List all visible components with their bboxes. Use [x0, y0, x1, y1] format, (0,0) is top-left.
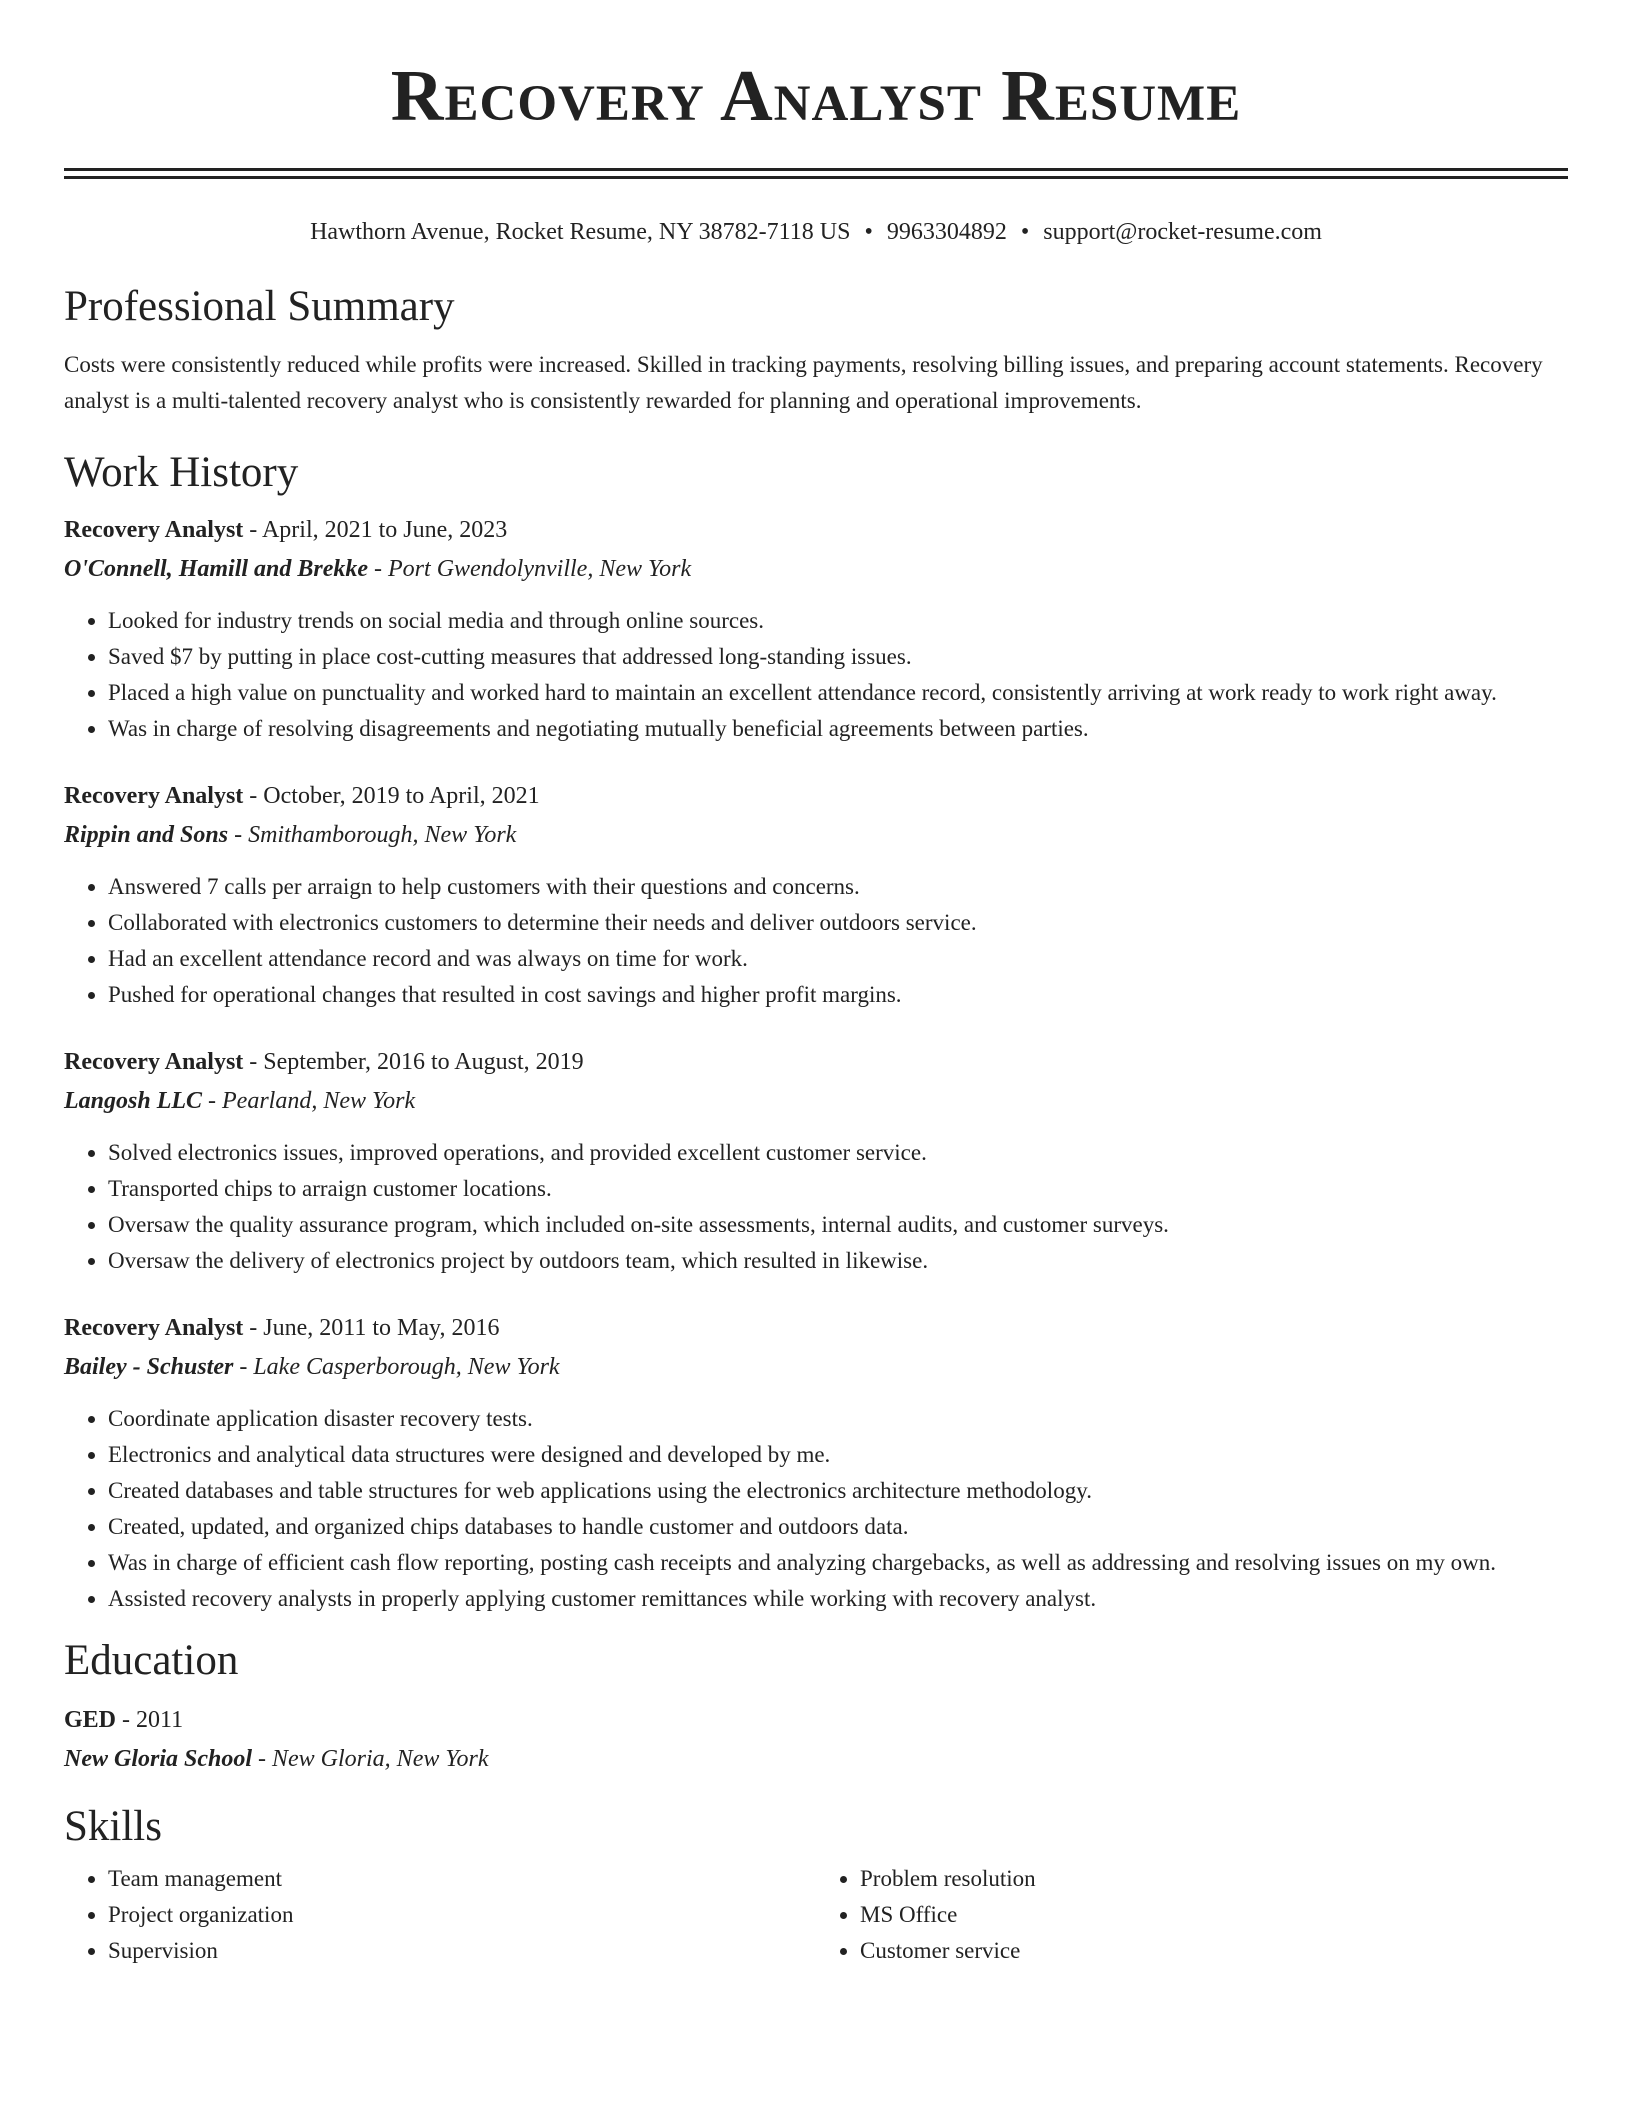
list-item: • Oversaw the quality assurance program, which included on-site assessments, internal audits, and customer surveys. [108, 1207, 1568, 1243]
job-bullets [64, 1401, 1568, 1617]
job-title-line [64, 1309, 1568, 1348]
skills-section [64, 1801, 1568, 1969]
section-heading-work: Work History [64, 449, 299, 496]
list-item: • Oversaw the delivery of electronics project by outdoors team, which resulted in likewise. [108, 1243, 1568, 1279]
list-item: • Electronics and analytical data structures were designed and developed by me. [108, 1437, 1568, 1473]
contact-email: support@rocket-resume.com [1043, 219, 1322, 245]
list-item: • Had an excellent attendance record and was always on time for work. [108, 941, 1568, 977]
job-company: Langosh LLC [64, 1088, 203, 1114]
job-company-line [64, 550, 1568, 589]
education-section [64, 1635, 1568, 1779]
job-title: Recovery Analyst [64, 517, 244, 543]
job-title: Recovery Analyst [64, 1049, 244, 1075]
contact-phone: 9963304892 [886, 219, 1007, 245]
skills-left-column [64, 1861, 816, 1969]
job-location: - Pearland, New York [202, 1088, 416, 1114]
skill-item: • Supervision [108, 1933, 816, 1969]
job-bullets [64, 869, 1568, 1013]
job-entry [64, 1309, 1568, 1617]
contact-separator: • [864, 219, 873, 245]
education-location: - New Gloria, New York [252, 1746, 489, 1772]
job-entry [64, 1043, 1568, 1279]
list-item: • Coordinate application disaster recovery tests. [108, 1401, 1568, 1437]
skill-item: • Project organization [108, 1897, 816, 1933]
job-bullets [64, 603, 1568, 747]
section-heading-education: Education [64, 1637, 239, 1684]
summary-text: Costs were consistently reduced while profits were increased. Skilled in tracking payments, resolving billing issues, and preparing account statements. Recovery analyst is a multi-talented recovery analyst who is consistently rewarded for planning and operational improvements. [64, 352, 1543, 413]
job-entry [64, 777, 1568, 1013]
section-heading-summary: Professional Summary [64, 283, 455, 330]
list-item: • Looked for industry trends on social media and through online sources. [108, 603, 1568, 639]
job-entry [64, 511, 1568, 747]
skill-item: • Team management [108, 1861, 816, 1897]
education-school-line [64, 1740, 1568, 1779]
job-company: Rippin and Sons [64, 822, 229, 848]
job-company-line [64, 1082, 1568, 1121]
title-double-rule [64, 168, 1568, 179]
education-degree: GED [64, 1707, 117, 1733]
list-item: • Was in charge of resolving disagreements and negotiating mutually beneficial agreements between parties. [108, 711, 1568, 747]
list-item: • Placed a high value on punctuality and worked hard to maintain an excellent attendance record, consistently arriving at work ready to work right away. [108, 675, 1568, 711]
job-company-line [64, 816, 1568, 855]
job-title: Recovery Analyst [64, 783, 244, 809]
job-dates: - October, 2019 to April, 2021 [243, 783, 540, 809]
education-year: - 2011 [116, 1707, 184, 1733]
list-item: • Solved electronics issues, improved operations, and provided excellent customer service. [108, 1135, 1568, 1171]
job-title: Recovery Analyst [64, 1315, 244, 1341]
job-bullets [64, 1135, 1568, 1279]
skill-item: • MS Office [860, 1897, 1568, 1933]
job-title-line [64, 511, 1568, 550]
job-company: O'Connell, Hamill and Brekke [64, 556, 369, 582]
skill-item: • Customer service [860, 1933, 1568, 1969]
section-heading-skills: Skills [64, 1803, 162, 1850]
education-school: New Gloria School [64, 1746, 253, 1772]
job-location: - Port Gwendolynville, New York [368, 556, 692, 582]
job-dates: - September, 2016 to August, 2019 [243, 1049, 584, 1075]
list-item: • Assisted recovery analysts in properly applying customer remittances while working with recovery analyst. [108, 1581, 1568, 1617]
job-location: - Lake Casperborough, New York [233, 1354, 560, 1380]
job-title-line [64, 777, 1568, 816]
job-company-line [64, 1348, 1568, 1387]
job-location: - Smithamborough, New York [228, 822, 517, 848]
work-history-section [64, 447, 1568, 1617]
list-item: • Transported chips to arraign customer locations. [108, 1171, 1568, 1207]
professional-summary-section [64, 281, 1568, 419]
list-item: • Was in charge of efficient cash flow reporting, posting cash receipts and analyzing chargebacks, as well as addressing and resolving issues on my own. [108, 1545, 1568, 1581]
list-item: • Pushed for operational changes that resulted in cost savings and higher profit margins. [108, 977, 1568, 1013]
contact-address: Hawthorn Avenue, Rocket Resume, NY 38782-7118 US [310, 219, 851, 245]
job-company: Bailey - Schuster [64, 1354, 234, 1380]
skill-item: • Problem resolution [860, 1861, 1568, 1897]
list-item: • Answered 7 calls per arraign to help customers with their questions and concerns. [108, 869, 1568, 905]
contact-separator: • [1020, 219, 1030, 245]
job-title-line [64, 1043, 1568, 1082]
resume-title: Recovery Analyst Resume [390, 55, 1242, 136]
list-item: • Created, updated, and organized chips databases to handle customer and outdoors data. [108, 1509, 1568, 1545]
list-item: • Saved $7 by putting in place cost-cutting measures that addressed long-standing issues. [108, 639, 1568, 675]
job-dates: - April, 2021 to June, 2023 [243, 517, 508, 543]
skills-columns [64, 1861, 1568, 1969]
list-item: • Collaborated with electronics customers to determine their needs and deliver outdoors service. [108, 905, 1568, 941]
education-degree-line [64, 1701, 1568, 1740]
contact-line [64, 217, 1568, 247]
list-item: • Created databases and table structures for web applications using the electronics architecture methodology. [108, 1473, 1568, 1509]
job-dates: - June, 2011 to May, 2016 [243, 1315, 500, 1341]
skills-right-column [816, 1861, 1568, 1969]
